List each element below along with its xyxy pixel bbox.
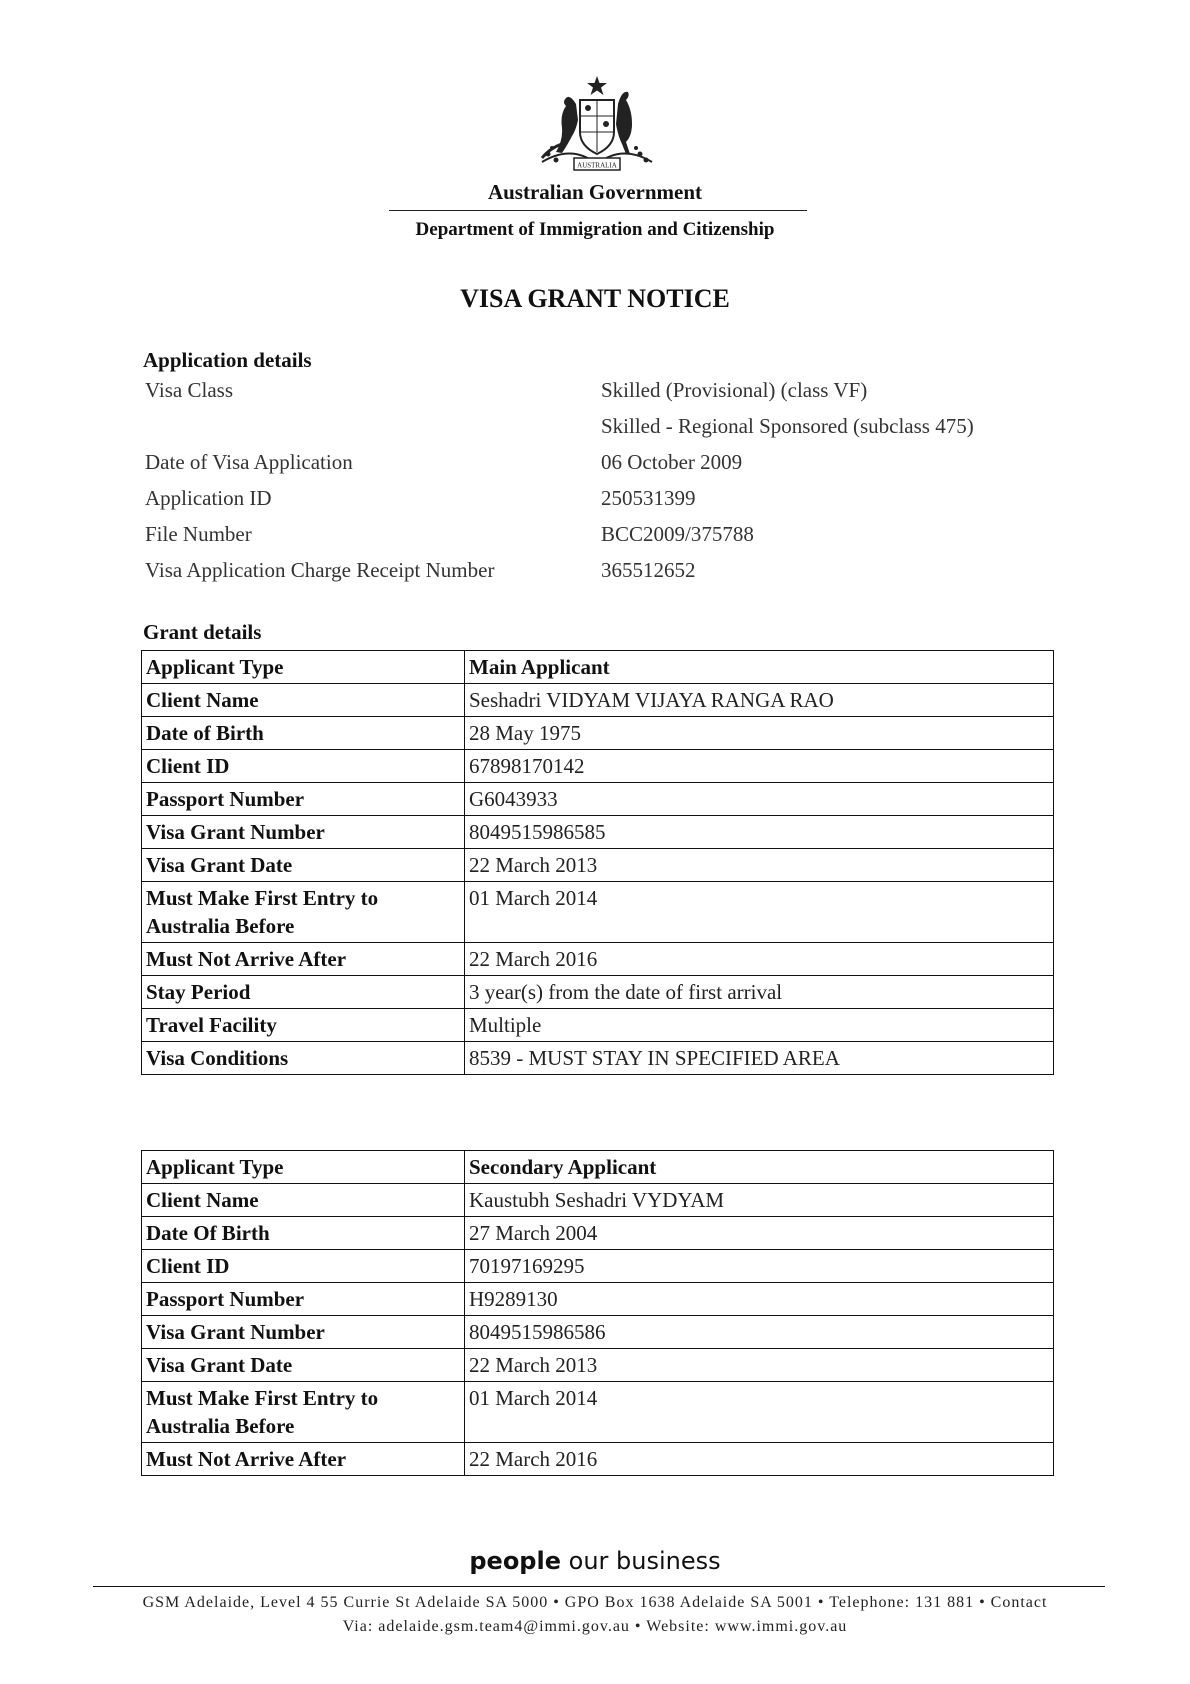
table-row	[142, 783, 1054, 816]
row-label: Stay Period	[142, 976, 465, 1009]
row-label: Passport Number	[142, 1283, 465, 1316]
app-row-visa-class	[145, 378, 1045, 414]
table-row	[142, 882, 1054, 943]
row-value: 28 May 1975	[465, 717, 1054, 750]
coat-of-arms-crest	[532, 74, 662, 174]
table-row	[142, 943, 1054, 976]
row-value: 8049515986586	[465, 1316, 1054, 1349]
row-label: Passport Number	[142, 783, 465, 816]
row-label: Client Name	[142, 1184, 465, 1217]
row-value: Secondary Applicant	[465, 1151, 1054, 1184]
row-label: Date of Birth	[142, 717, 465, 750]
table-row	[142, 1316, 1054, 1349]
row-label: Must Make First Entry to Australia Before	[142, 1382, 465, 1443]
row-label: Client ID	[142, 1250, 465, 1283]
row-label: Date Of Birth	[142, 1217, 465, 1250]
table-row	[142, 1382, 1054, 1443]
table-row	[142, 1217, 1054, 1250]
row-label: Must Make First Entry to Australia Before	[142, 882, 465, 943]
table-row	[142, 976, 1054, 1009]
row-label: Visa Grant Date	[142, 1349, 465, 1382]
row-value: 22 March 2013	[465, 849, 1054, 882]
application-details-heading: Application details	[143, 348, 312, 372]
agency-divider	[389, 210, 807, 211]
row-label: Travel Facility	[142, 1009, 465, 1042]
footer-address-line1: GSM Adelaide, Level 4 55 Currie St Adelaide SA 5000 • GPO Box 1638 Adelaide SA 5001 • Telephone: 131 881 • Contact	[142, 1594, 1048, 1611]
table-row	[142, 1151, 1054, 1184]
footer-divider	[93, 1586, 1105, 1587]
table-row	[142, 1042, 1054, 1075]
row-label: Client Name	[142, 684, 465, 717]
secondary-applicant-table	[141, 1150, 1054, 1476]
slogan-bold: people	[469, 1547, 561, 1575]
footer-address-line2: Via: adelaide.gsm.team4@immi.gov.au • Website: www.immi.gov.au	[342, 1618, 848, 1635]
main-applicant-table	[141, 650, 1054, 1075]
table-row	[142, 1349, 1054, 1382]
table-row	[142, 1283, 1054, 1316]
row-label: Visa Grant Number	[142, 1316, 465, 1349]
app-row-visa-subclass	[145, 414, 1045, 450]
footer-slogan	[0, 1547, 1190, 1575]
app-value: Skilled - Regional Sponsored (subclass 475)	[601, 414, 974, 438]
table-row	[142, 1250, 1054, 1283]
row-value: Kaustubh Seshadri VYDYAM	[465, 1184, 1054, 1217]
row-label: Must Not Arrive After	[142, 943, 465, 976]
app-label: File Number	[145, 522, 252, 546]
row-label: Visa Grant Date	[142, 849, 465, 882]
app-row-application-id	[145, 486, 1045, 522]
application-details-list	[145, 378, 1045, 594]
row-label: Visa Conditions	[142, 1042, 465, 1075]
row-value: 67898170142	[465, 750, 1054, 783]
app-value: 250531399	[601, 486, 696, 510]
row-value: G6043933	[465, 783, 1054, 816]
row-value: 27 March 2004	[465, 1217, 1054, 1250]
app-label: Application ID	[145, 486, 272, 510]
grant-details-heading: Grant details	[143, 620, 262, 644]
row-value: 8049515986585	[465, 816, 1054, 849]
table-row	[142, 816, 1054, 849]
app-value: 06 October 2009	[601, 450, 743, 474]
agency-name: Australian Government	[487, 180, 703, 204]
table-row	[142, 651, 1054, 684]
department-name: Department of Immigration and Citizenship	[415, 219, 775, 240]
row-value: 22 March 2016	[465, 1443, 1054, 1476]
row-value: 01 March 2014	[465, 1382, 1054, 1443]
document-title: VISA GRANT NOTICE	[460, 284, 730, 313]
table-row	[142, 1184, 1054, 1217]
app-label: Visa Application Charge Receipt Number	[145, 558, 495, 582]
row-value: Seshadri VIDYAM VIJAYA RANGA RAO	[465, 684, 1054, 717]
row-label: Visa Grant Number	[142, 816, 465, 849]
row-value: 8539 - MUST STAY IN SPECIFIED AREA	[465, 1042, 1054, 1075]
row-label: Client ID	[142, 750, 465, 783]
row-value: 3 year(s) from the date of first arrival	[465, 976, 1054, 1009]
slogan-rest: our business	[561, 1547, 721, 1575]
row-value: Multiple	[465, 1009, 1054, 1042]
app-row-receipt-number	[145, 558, 1045, 594]
row-label: Applicant Type	[142, 651, 465, 684]
app-value: 365512652	[601, 558, 696, 582]
app-label: Visa Class	[145, 378, 233, 402]
row-value: 01 March 2014	[465, 882, 1054, 943]
table-row	[142, 1443, 1054, 1476]
crest-scroll-text: AUSTRALIA	[577, 161, 617, 170]
table-row	[142, 849, 1054, 882]
app-value: BCC2009/375788	[601, 522, 754, 546]
row-value: Main Applicant	[465, 651, 1054, 684]
footer-address	[60, 1591, 1130, 1639]
table-row	[142, 684, 1054, 717]
row-value: 70197169295	[465, 1250, 1054, 1283]
table-row	[142, 1009, 1054, 1042]
app-row-file-number	[145, 522, 1045, 558]
table-row	[142, 717, 1054, 750]
row-label: Applicant Type	[142, 1151, 465, 1184]
app-label: Date of Visa Application	[145, 450, 353, 474]
app-value: Skilled (Provisional) (class VF)	[601, 378, 868, 402]
row-value: 22 March 2016	[465, 943, 1054, 976]
row-label: Must Not Arrive After	[142, 1443, 465, 1476]
row-value: 22 March 2013	[465, 1349, 1054, 1382]
table-row	[142, 750, 1054, 783]
app-row-application-date	[145, 450, 1045, 486]
row-value: H9289130	[465, 1283, 1054, 1316]
